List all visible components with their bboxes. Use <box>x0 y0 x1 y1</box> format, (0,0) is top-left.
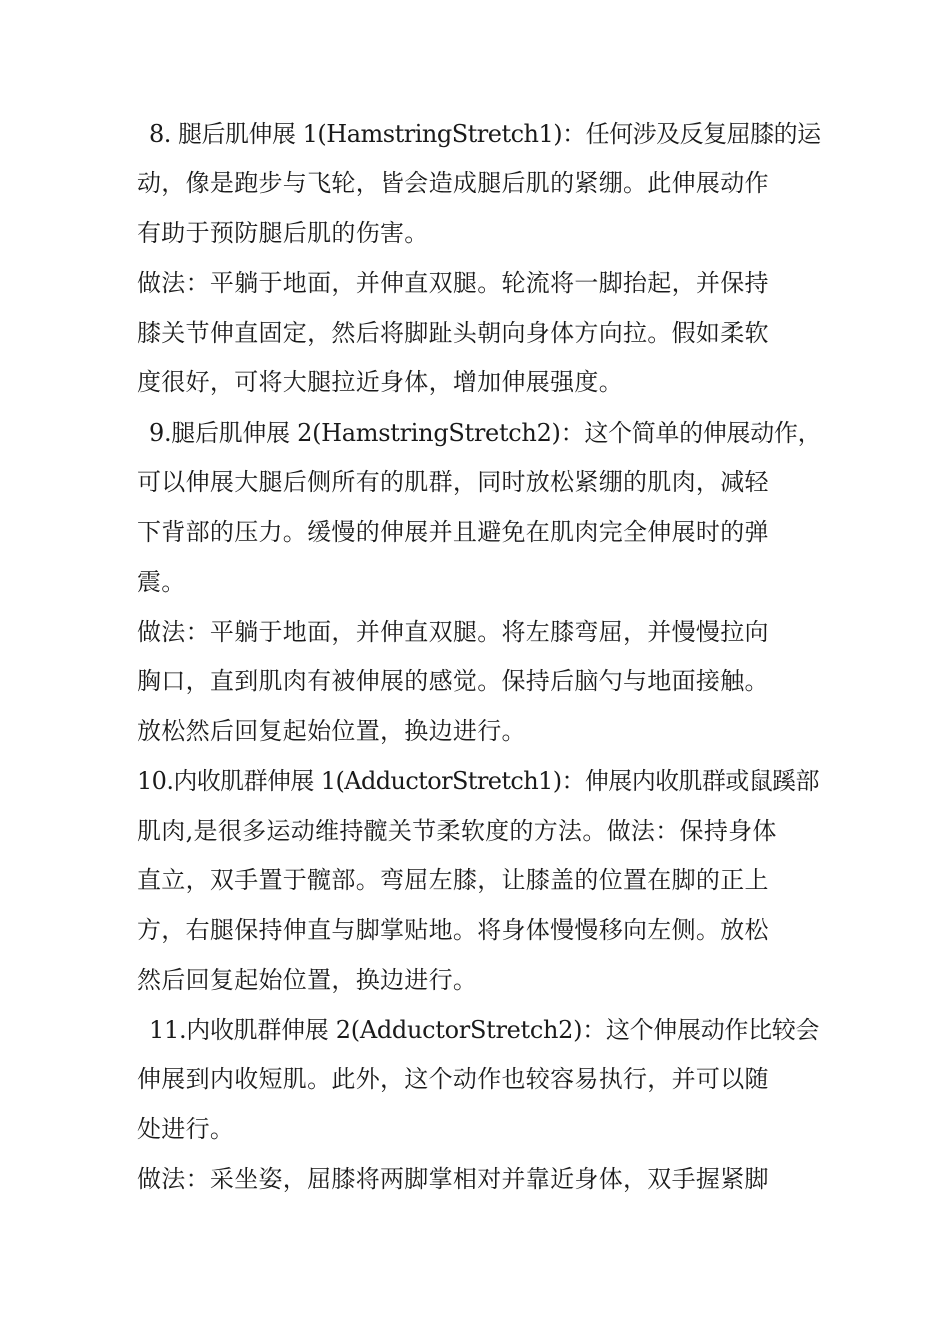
text-line: 方，右腿保持伸直与脚掌贴地。将身体慢慢移向左侧。放松 <box>137 916 769 944</box>
text-line: 膝关节伸直固定，然后将脚趾头朝向身体方向拉。假如柔软 <box>137 319 769 347</box>
text-line: 10.内收肌群伸展 1(AdductorStretch1)：伸展内收肌群或鼠蹊部 <box>137 767 819 795</box>
text-line: 震。 <box>137 568 186 596</box>
text-line: 9.腿后肌伸展 2(HamstringStretch2)：这个简单的伸展动作， <box>149 419 822 447</box>
text-line: 处进行。 <box>137 1115 235 1143</box>
text-line: 做法：平躺于地面，并伸直双腿。轮流将一脚抬起，并保持 <box>137 269 769 297</box>
text-line: 可以伸展大腿后侧所有的肌群，同时放松紧绷的肌肉，减轻 <box>137 468 769 496</box>
text-line: 胸口，直到肌肉有被伸展的感觉。保持后脑勺与地面接触。 <box>137 667 769 695</box>
text-line: 做法：平躺于地面，并伸直双腿。将左膝弯屈，并慢慢拉向 <box>137 618 769 646</box>
text-line: 动，像是跑步与飞轮，皆会造成腿后肌的紧绷。此伸展动作 <box>137 169 769 197</box>
text-line: 11.内收肌群伸展 2(AdductorStretch2)：这个伸展动作比较会 <box>149 1016 820 1044</box>
text-line: 8. 腿后肌伸展 1(HamstringStretch1)：任何涉及反复屈膝的运 <box>149 120 821 148</box>
text-line: 然后回复起始位置，换边进行。 <box>137 966 478 994</box>
text-line: 有助于预防腿后肌的伤害。 <box>137 219 429 247</box>
text-line: 伸展到内收短肌。此外，这个动作也较容易执行，并可以随 <box>137 1065 769 1093</box>
text-line: 肌肉,是很多运动维持髋关节柔软度的方法。做法：保持身体 <box>137 817 777 845</box>
text-line: 做法：采坐姿，屈膝将两脚掌相对并靠近身体，双手握紧脚 <box>137 1165 769 1193</box>
text-line: 直立，双手置于髋部。弯屈左膝，让膝盖的位置在脚的正上 <box>137 866 769 894</box>
text-line: 度很好，可将大腿拉近身体，增加伸展强度。 <box>137 368 623 396</box>
text-line: 放松然后回复起始位置，换边进行。 <box>137 717 526 745</box>
text-line: 下背部的压力。缓慢的伸展并且避免在肌肉完全伸展时的弹 <box>137 518 769 546</box>
